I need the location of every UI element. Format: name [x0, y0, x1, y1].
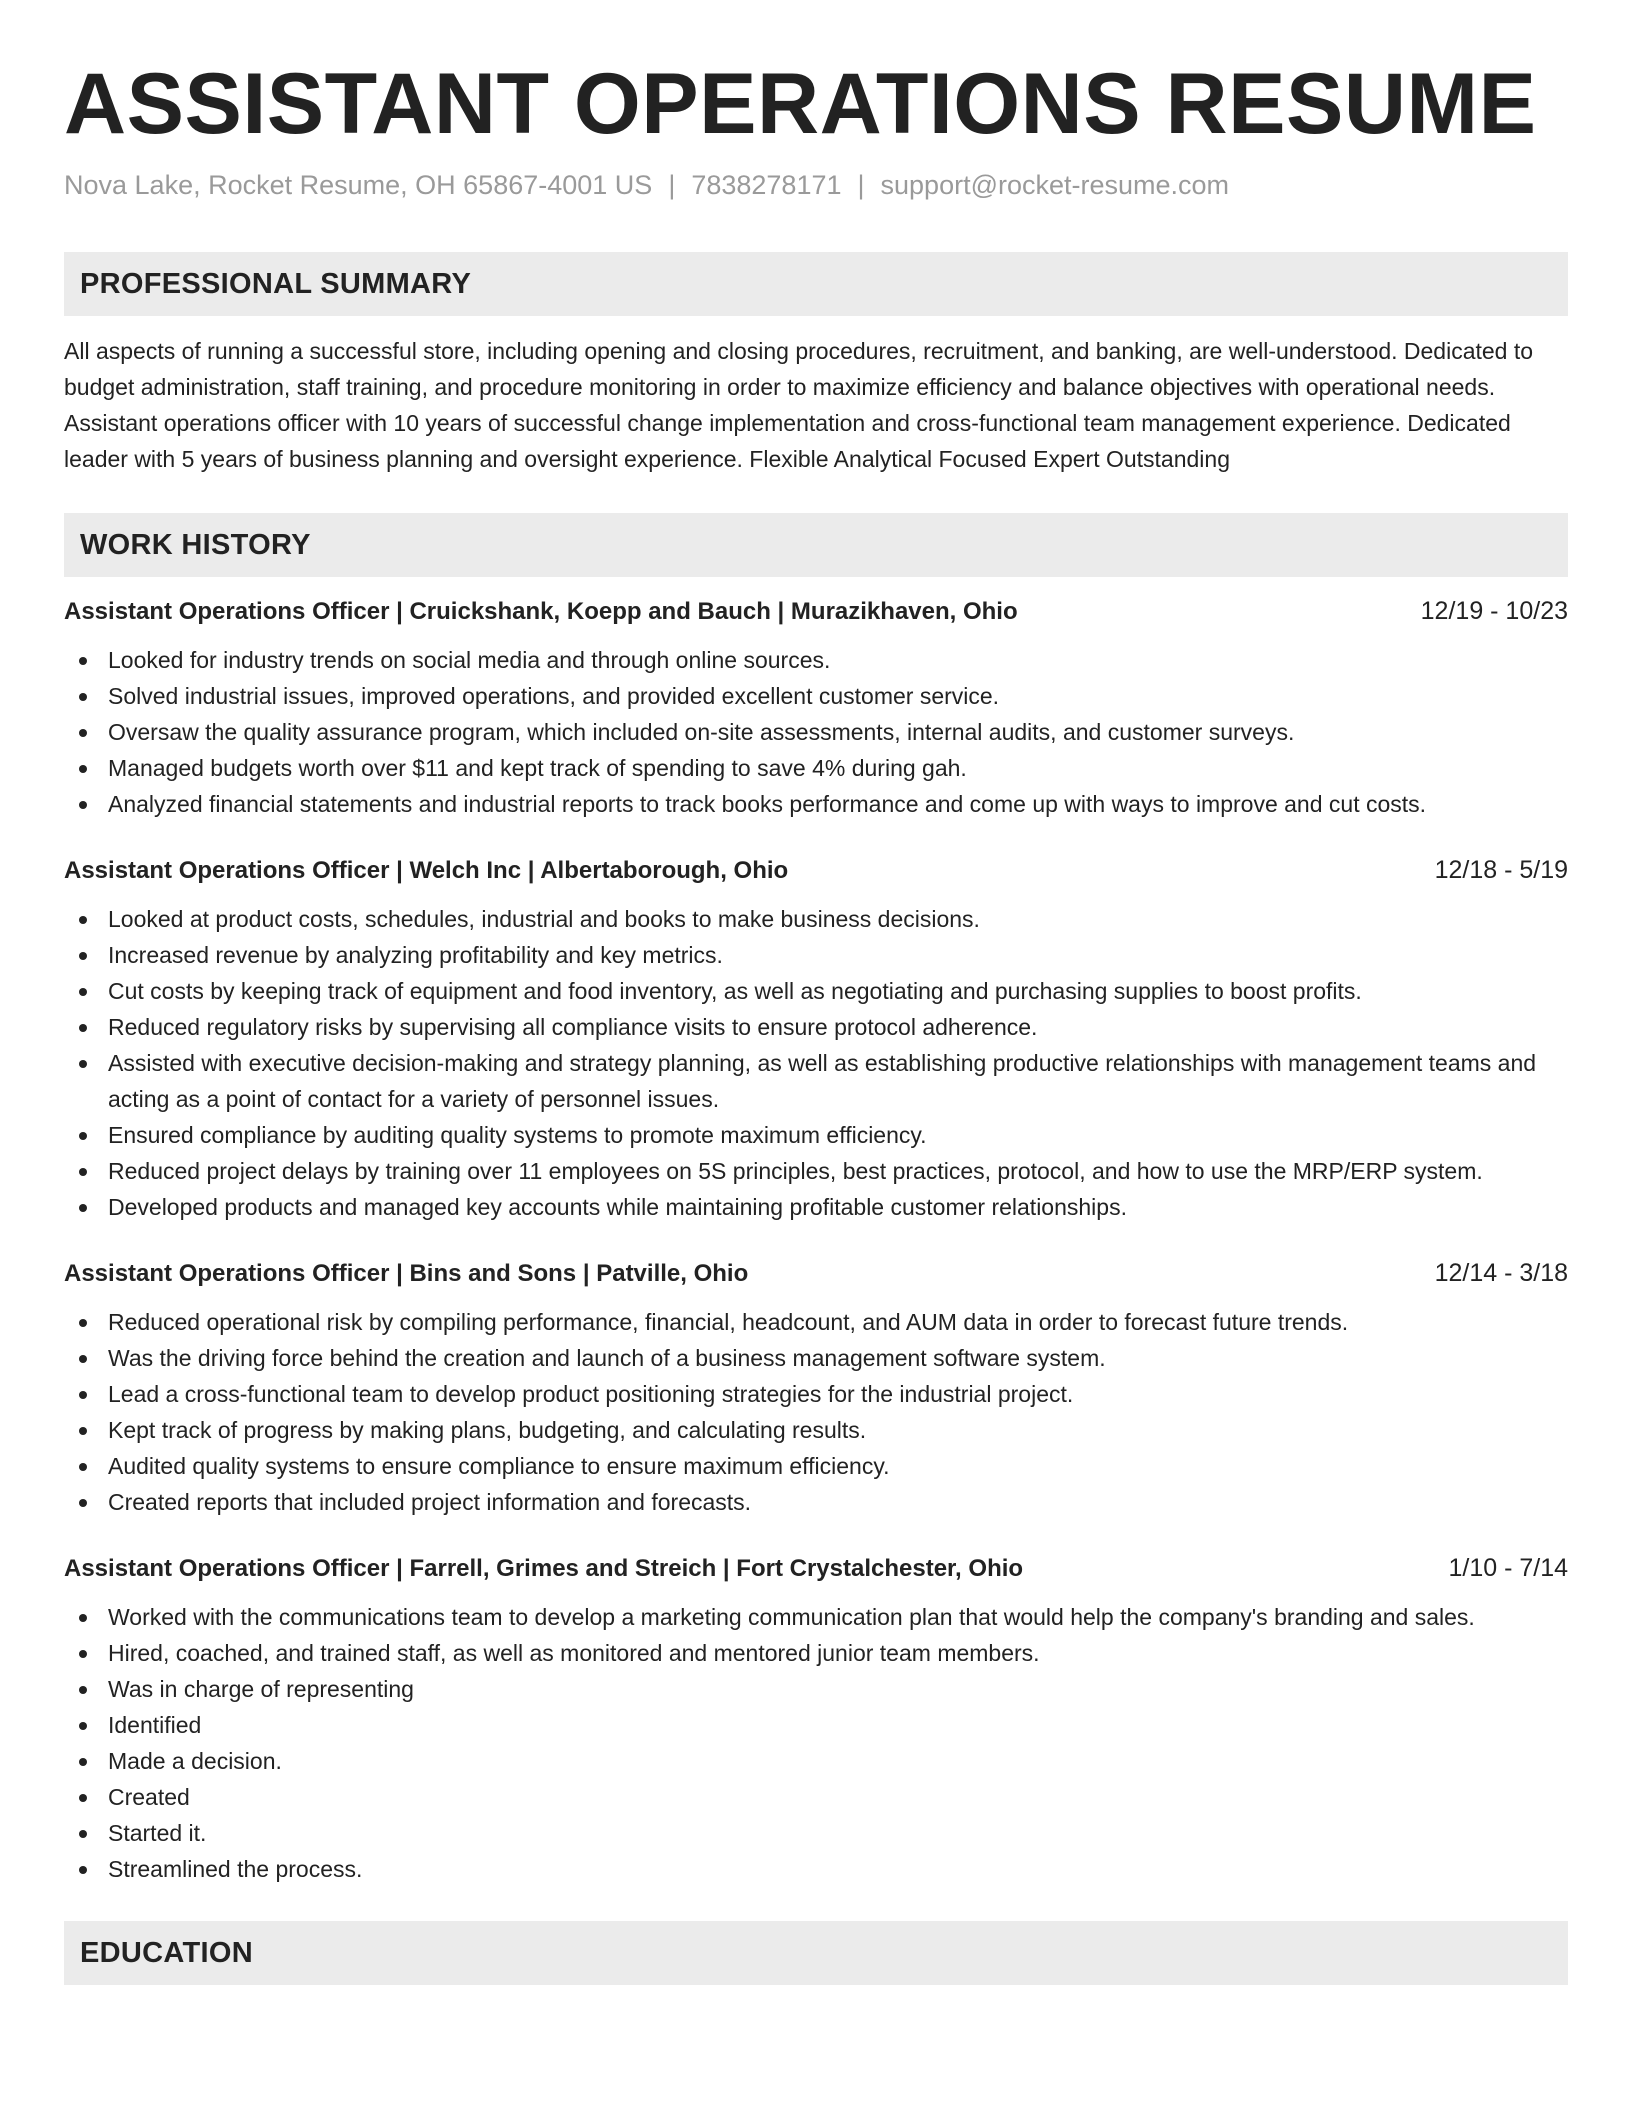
bullet-item: Created — [64, 1779, 1568, 1815]
job-bullets — [64, 1304, 1568, 1520]
page-title: ASSISTANT OPERATIONS RESUME — [64, 56, 1537, 152]
job-title: Assistant Operations Officer | Cruickshank, Koepp and Bauch | Murazikhaven, Ohio — [64, 598, 1018, 625]
job-dates: 12/14 - 3/18 — [1434, 1259, 1568, 1287]
job-header — [64, 1550, 1568, 1587]
bullet-item: Streamlined the process. — [64, 1851, 1568, 1887]
bullet-item: Was in charge of representing — [64, 1671, 1568, 1707]
bullet-item: Ensured compliance by auditing quality systems to promote maximum efficiency. — [64, 1117, 1568, 1153]
bullet-item: Created reports that included project information and forecasts. — [64, 1484, 1568, 1520]
job-title: Assistant Operations Officer | Welch Inc | Albertaborough, Ohio — [64, 857, 789, 884]
job-entry — [64, 1550, 1568, 1887]
bullet-item: Started it. — [64, 1815, 1568, 1851]
bullet-item: Audited quality systems to ensure compliance to ensure maximum efficiency. — [64, 1448, 1568, 1484]
contact-email: support@rocket-resume.com — [880, 170, 1230, 200]
contact-separator: | — [668, 170, 676, 200]
job-entry — [64, 593, 1568, 822]
job-title: Assistant Operations Officer | Farrell, Grimes and Streich | Fort Crystalchester, Ohio — [64, 1555, 1024, 1582]
job-header — [64, 1255, 1568, 1292]
job-title: Assistant Operations Officer | Bins and Sons | Patville, Ohio — [64, 1260, 749, 1287]
job-dates: 12/18 - 5/19 — [1434, 856, 1568, 884]
job-bullets — [64, 901, 1568, 1225]
bullet-item: Increased revenue by analyzing profitability and key metrics. — [64, 937, 1568, 973]
bullet-item: Lead a cross-functional team to develop product positioning strategies for the industrial project. — [64, 1376, 1568, 1412]
bullet-item: Reduced project delays by training over 11 employees on 5S principles, best practices, protocol, and how to use the MRP/ERP system. — [64, 1153, 1568, 1189]
job-dates: 1/10 - 7/14 — [1448, 1554, 1568, 1582]
bullet-item: Looked for industry trends on social media and through online sources. — [64, 642, 1568, 678]
resume-page — [64, 0, 1568, 1985]
section-header-work-history: WORK HISTORY — [64, 513, 1568, 577]
bullet-item: Made a decision. — [64, 1743, 1568, 1779]
bullet-item: Developed products and managed key accounts while maintaining profitable customer relationships. — [64, 1189, 1568, 1225]
bullet-item: Managed budgets worth over $11 and kept track of spending to save 4% during gah. — [64, 750, 1568, 786]
job-header — [64, 593, 1568, 630]
bullet-item: Assisted with executive decision-making and strategy planning, as well as establishing productive relationships with management teams and acting as a point of contact for a variety of personnel issues. — [64, 1045, 1568, 1117]
job-dates: 12/19 - 10/23 — [1420, 597, 1568, 625]
bullet-item: Was the driving force behind the creation and launch of a business management software system. — [64, 1340, 1568, 1376]
contact-address: Nova Lake, Rocket Resume, OH 65867-4001 US — [64, 170, 653, 200]
job-entry — [64, 1255, 1568, 1520]
bullet-item: Identified — [64, 1707, 1568, 1743]
bullet-item: Worked with the communications team to develop a marketing communication plan that would help the company's branding and sales. — [64, 1599, 1568, 1635]
bullet-item: Reduced operational risk by compiling performance, financial, headcount, and AUM data in order to forecast future trends. — [64, 1304, 1568, 1340]
contact-separator: | — [857, 170, 865, 200]
bullet-item: Analyzed financial statements and industrial reports to track books performance and come up with ways to improve and cut costs. — [64, 786, 1568, 822]
job-bullets — [64, 1599, 1568, 1887]
summary-text: All aspects of running a successful store, including opening and closing procedures, recruitment, and banking, are well-understood. Dedicated to budget administration, staff training, and procedure monitoring in order to maximize efficiency and balance objectives with operational needs. Assistant operations officer with 10 years of successful change implementation and cross-functional team management experience. Dedicated leader with 5 years of business planning and oversight experience. Flexible Analytical Focused Expert Outstanding — [64, 338, 1534, 472]
contact-phone: 7838278171 — [691, 170, 842, 200]
bullet-item: Solved industrial issues, improved operations, and provided excellent customer service. — [64, 678, 1568, 714]
bullet-item: Kept track of progress by making plans, budgeting, and calculating results. — [64, 1412, 1568, 1448]
job-entry — [64, 852, 1568, 1225]
bullet-item: Reduced regulatory risks by supervising all compliance visits to ensure protocol adherence. — [64, 1009, 1568, 1045]
bullet-item: Oversaw the quality assurance program, which included on-site assessments, internal audits, and customer surveys. — [64, 714, 1568, 750]
job-bullets — [64, 642, 1568, 822]
bullet-item: Cut costs by keeping track of equipment and food inventory, as well as negotiating and purchasing supplies to boost profits. — [64, 973, 1568, 1009]
bullet-item: Looked at product costs, schedules, industrial and books to make business decisions. — [64, 901, 1568, 937]
section-header-summary: PROFESSIONAL SUMMARY — [64, 252, 1568, 316]
contact-line — [64, 168, 1568, 202]
section-header-education: EDUCATION — [64, 1921, 1568, 1985]
job-header — [64, 852, 1568, 889]
bullet-item: Hired, coached, and trained staff, as well as monitored and mentored junior team members. — [64, 1635, 1568, 1671]
